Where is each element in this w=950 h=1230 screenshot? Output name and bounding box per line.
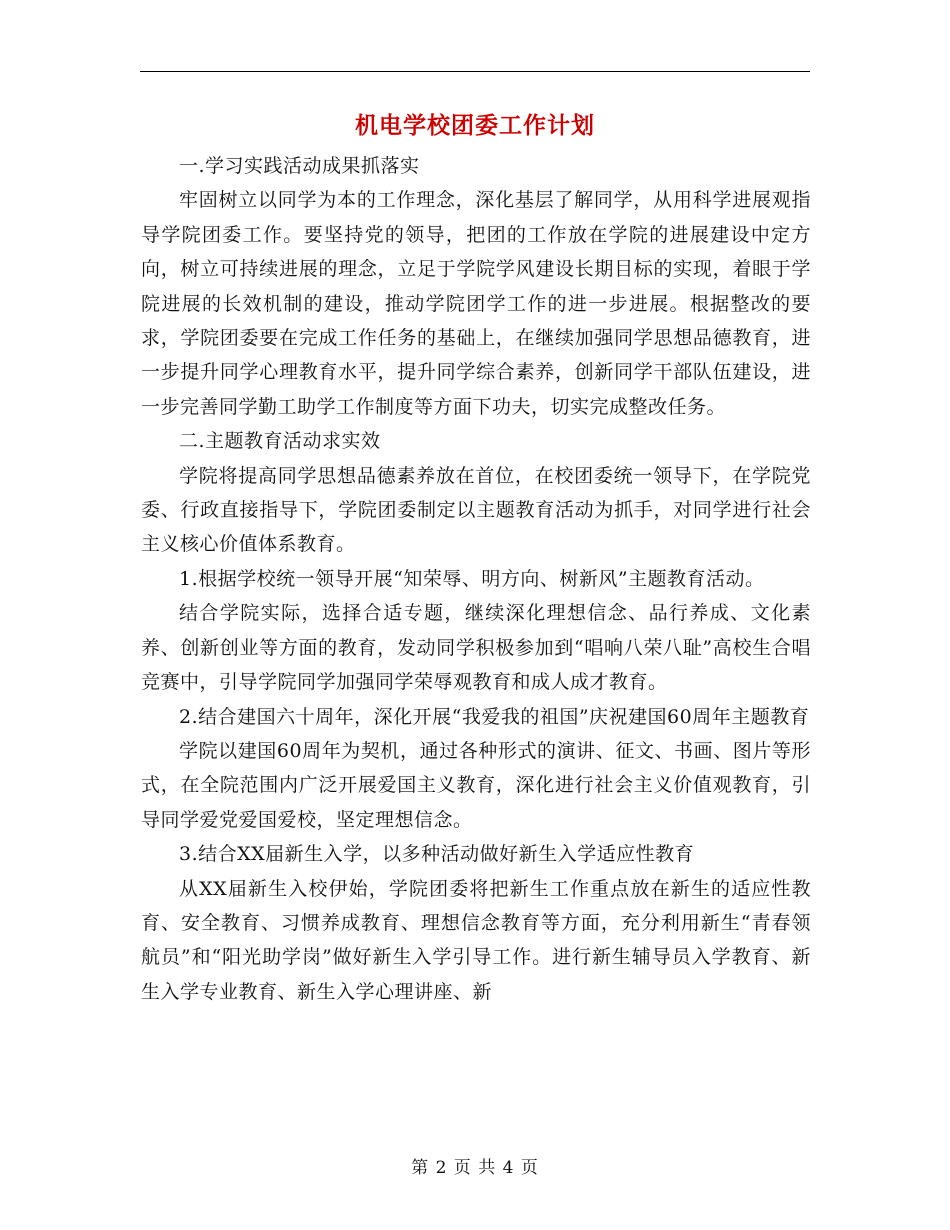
document-body bbox=[141, 149, 811, 1009]
total-page-count: 4 bbox=[502, 1158, 515, 1178]
sub-item-heading-1: 1.根据学校统一领导开展“知荣辱、明方向、树新风”主题教育活动。 bbox=[179, 567, 765, 590]
document-title: 机电学校团委工作计划 bbox=[355, 112, 595, 139]
body-paragraph: 从XX届新生入校伊始，学院团委将把新生工作重点放在新生的适应性教育、安全教育、习惯养成教育、理想信念教育等方面，充分利用新生“青春领航员”和“阳光助学岗”做好新生入学引导工作。进行新生辅导员入学教育、新生入学专业教育、新生入学心理讲座、新 bbox=[141, 877, 811, 1003]
body-paragraph: 学院以建国60周年为契机，通过各种形式的演讲、征文、书画、图片等形式，在全院范围内广泛开展爱国主义教育，深化进行社会主义价值观教育，引导同学爱党爱国爱校，坚定理想信念。 bbox=[141, 739, 811, 831]
sub-item-heading-3: 3.结合XX届新生入学，以多种活动做好新生入学适应性教育 bbox=[179, 843, 695, 866]
sub-item-heading-2: 2.结合建国六十周年，深化开展“我爱我的祖国”庆祝建国60周年主题教育 bbox=[179, 705, 810, 728]
body-paragraph: 牢固树立以同学为本的工作理念，深化基层了解同学，从用科学进展观指导学院团委工作。要坚持党的领导，把团的工作放在学院的进展建设中定方向，树立可持续进展的理念，立足于学院学风建设长期目标的实现，着眼于学院进展的长效机制的建设，推动学院团学工作的进一步进展。根据整改的要求，学院团委要在完成工作任务的基础上，在继续加强同学思想品德教育，进一步提升同学心理教育水平，提升同学综合素养，创新同学干部队伍建设，进一步完善同学勤工助学工作制度等方面下功夫，切实完成整改任务。 bbox=[141, 189, 811, 418]
page-footer bbox=[0, 1153, 950, 1178]
footer-middle: 页 共 bbox=[453, 1158, 497, 1178]
footer-suffix: 页 bbox=[520, 1158, 539, 1178]
section-heading-2: 二.主题教育活动求实效 bbox=[179, 430, 381, 453]
footer-prefix: 第 bbox=[411, 1158, 430, 1178]
header-rule bbox=[140, 71, 810, 72]
body-paragraph: 学院将提高同学思想品德素养放在首位，在校团委统一领导下，在学院党委、行政直接指导下，学院团委制定以主题教育活动为抓手，对同学进行社会主义核心价值体系教育。 bbox=[141, 464, 811, 556]
body-paragraph: 结合学院实际，选择合适专题，继续深化理想信念、品行养成、文化素养、创新创业等方面的教育，发动同学积极参加到“唱响八荣八耻”高校生合唱竞赛中，引导学院同学加强同学荣辱观教育和成人成才教育。 bbox=[141, 602, 811, 694]
section-heading-1: 一.学习实践活动成果抓落实 bbox=[179, 155, 420, 177]
current-page-number: 2 bbox=[435, 1158, 448, 1178]
